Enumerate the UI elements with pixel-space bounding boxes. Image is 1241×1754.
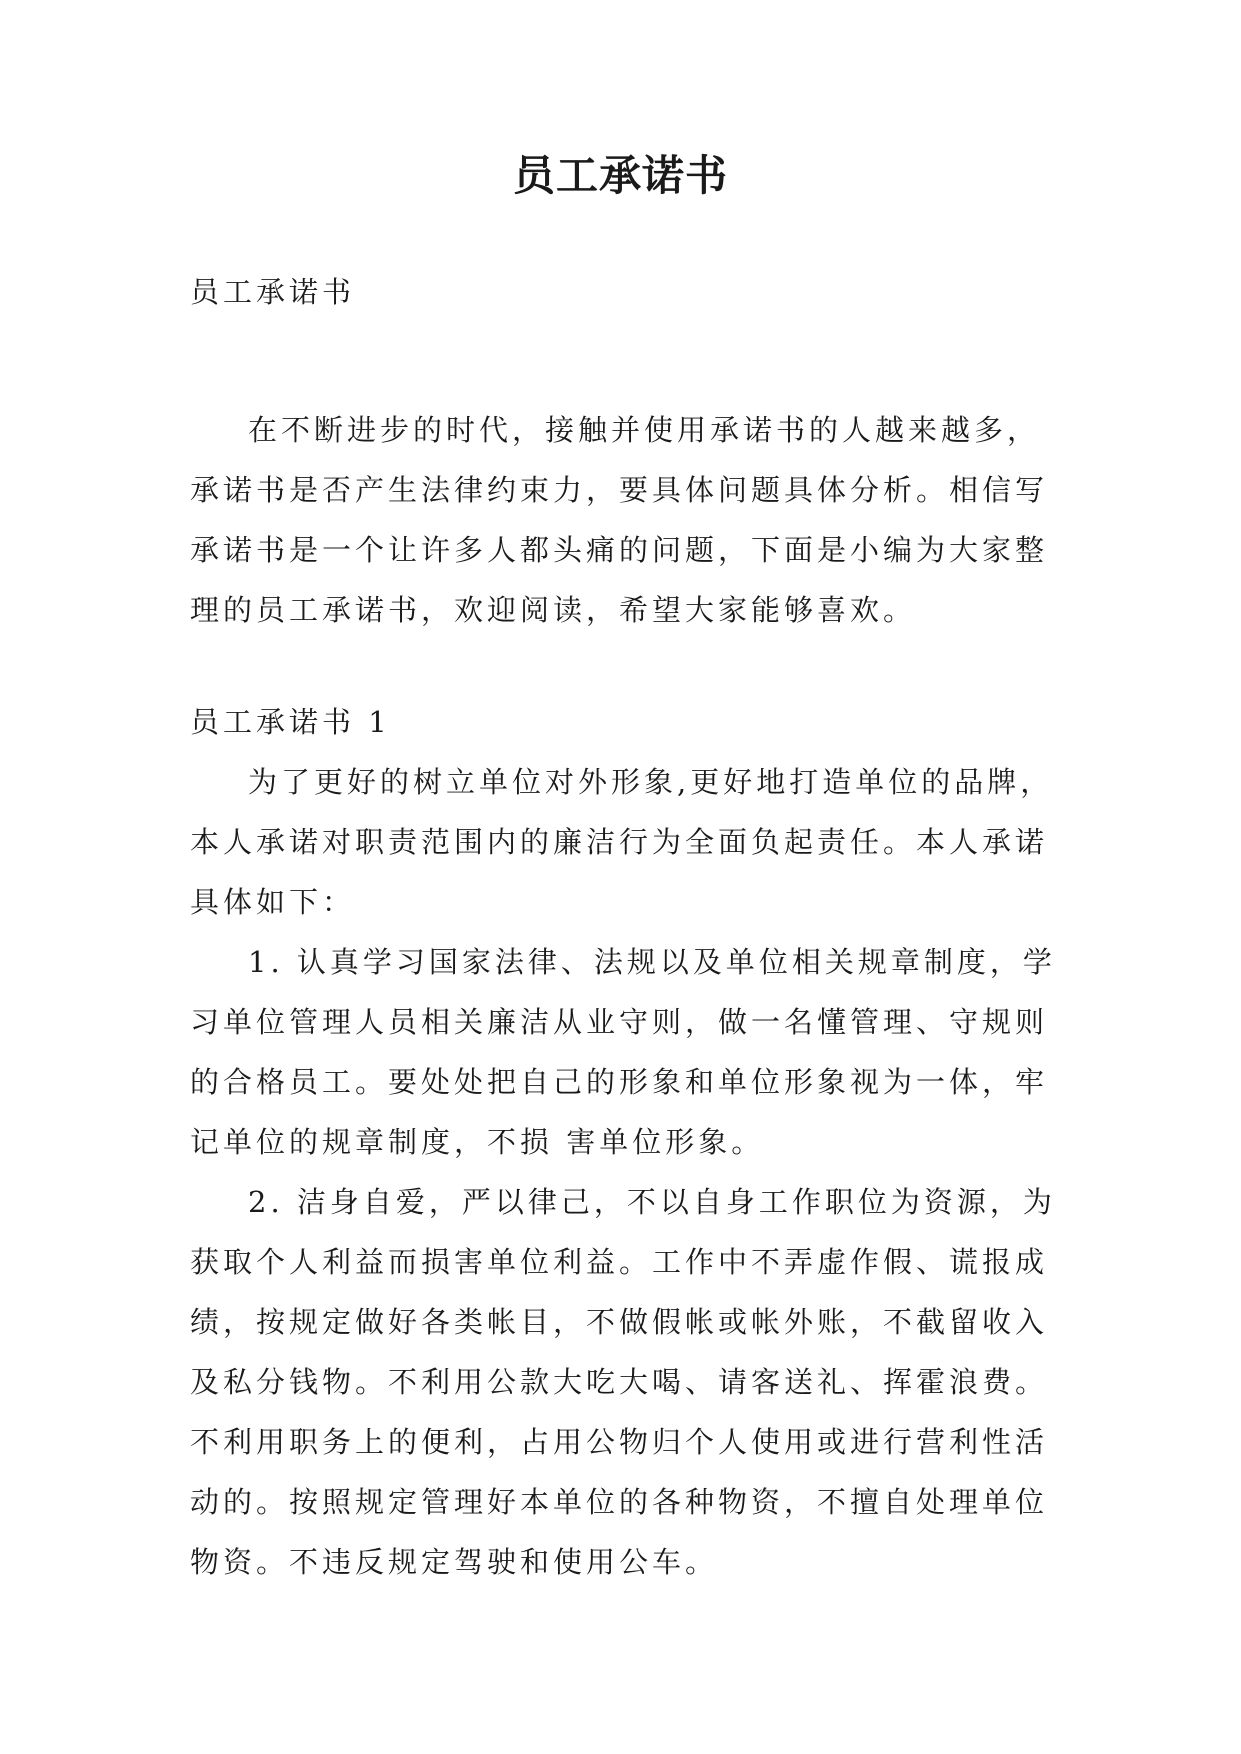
intro-section — [190, 400, 1060, 640]
section-1-paragraph: 为了更好的树立单位对外形象,更好地打造单位的品牌，本人承诺对职责范围内的廉洁行为全面负起责任。本人承诺具体如下： — [190, 765, 1054, 919]
section-1-item-1: 1. 认真学习国家法律、法规以及单位相关规章制度，学习单位管理人员相关廉洁从业守则，做一名懂管理、守规则的合格员工。要处处把自己的形象和单位形象视为一体，牢记单位的规章制度，不损 害单位形象。 — [190, 945, 1056, 1159]
document-subtitle: 员工承诺书 — [190, 275, 356, 309]
section-1-heading: 员工承诺书 1 — [190, 705, 391, 739]
document-title: 员工承诺书 — [512, 151, 728, 200]
section-1-item-2: 2. 洁身自爱，严以律己，不以自身工作职位为资源，为获取个人利益而损害单位利益。工作中不弄虚作假、谎报成绩，按规定做好各类帐目，不做假帐或帐外账，不截留收入及私分钱物。不利用公款大吃大喝、请客送礼、挥霍浪费。不利用职务上的便利，占用公物归个人使用或进行营利性活动的。按照规定管理好本单位的各种物资，不擅自处理单位物资。不违反规定驾驶和使用公车。 — [190, 1185, 1056, 1579]
section-1 — [190, 692, 1060, 1592]
intro-paragraph: 在不断进步的时代，接触并使用承诺书的人越来越多，承诺书是否产生法律约束力，要具体问题具体分析。相信写承诺书是一个让许多人都头痛的问题，下面是小编为大家整理的员工承诺书，欢迎阅读，希望大家能够喜欢。 — [190, 413, 1049, 627]
